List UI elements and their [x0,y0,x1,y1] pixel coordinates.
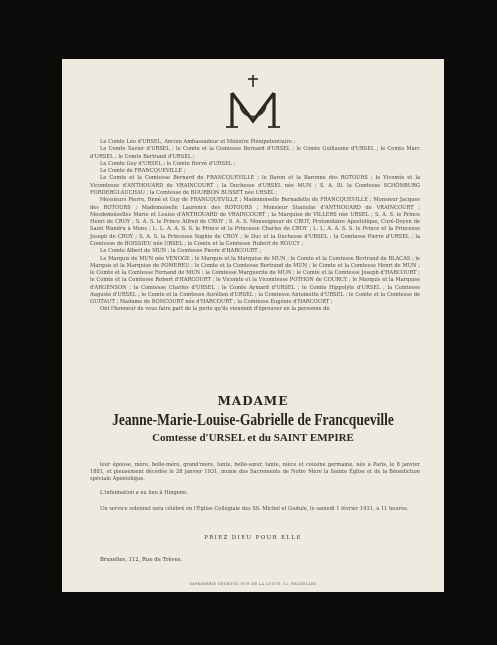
honorific-heading: MADAME [217,394,289,408]
deceased-title: Comtesse d'URSEL et du SAINT EMPIRE [152,432,354,444]
announcement-line: Ont l'honneur de vous faire part de la perte qu'ils viennent d'éprouver en la personne de [100,306,330,313]
family-entry: Le Comte et la Comtesse Bernard de FRANCQUEVILLE ; le Baron et la Baronne des ROTOURS ; le Vicomte et la Vicomtesse d'ANTHOUARD de VRAINCOURT ; la Duchesse d'URSEL née MUN ; S. A. Ill. la Comtesse SCHÖNBURG FORDERGLAUCHAU ; la Comtesse de BOURBON BUSSET née URSEL ; [90,175,420,196]
family-entry: Le Comte Guy d'URSEL ; le Comte Hervé d'URSEL ; [100,160,236,167]
deceased-name: Jeanne-Marie-Louise-Gabrielle de Francqueville [112,410,394,429]
family-entry: Messieurs Pierre, René et Guy de FRANCQUEVILLE ; Mademoiselle Bernadette de FRANCQUEVILLE ; Monsieur Jacques des ROTOURS ; Mademoiselle Laurence des ROTOURS ; Monsieur Stanislas d'ANTHOUARD de VRAINCOURT ; Mesdemoiselles Marie et Louise d'ANTHOUARD de VRAINCOURT ; la Marquise de VILLERS née URSEL ; S. A. S. le Prince Henri de CROY ; S. A. S. le Prince Alfred de CROY ; S. A. S. Monseigneur de CROY, Protonotaire Apostolique, Curé-Doyen de Saint Wandru à Mons ; L. L. A. A. S. S. le Prince et la Princesse Charles de CROY ; L. L. A. A. S. S. le Prince et la Princesse Joseph de CROY ; S. A. S. la Princesse Sophie de CROY ; le Duc et la Duchesse d'URSEL ; la Comtesse Pierre d'URSEL ; la Comtesse de BOISSIEU née URSEL ; le Comte et la Comtesse Hubert de ROUCY ; [90,197,420,247]
relationship-paragraph: leur épouse, mère, belle-mère, grand'mère, tante, belle-sœur, tante, nièce et cousine germaine, née à Paris, le 8 janvier 1881, et pieusement décédée le 28 janvier 1931, munie des Sacrements de Notre Mère la Sainte Église et de la Bénédiction spéciale Apostolique. [90,462,420,482]
family-entry: Le Comte Xavier d'URSEL ; le Comte et la Comtesse Bernard d'URSEL ; le Comte Guillaume d'URSEL ; le Comte Marc d'URSEL ; le Comte Bertrand d'URSEL ; [90,146,420,160]
funeral-notice-card [62,59,444,592]
family-entry: Le Comte Albert de MUN ; la Comtesse Pierre d'HARCOURT ; [100,248,262,255]
address-line: Bruxelles, 112, Rue de Trèves. [100,557,183,563]
burial-text [90,490,420,497]
service-paragraph: Un service solennel sera célébré en l'Église Collégiale des SS. Michel et Gudule, le samedi 1 février 1931, à 11 heures. [100,506,409,512]
family-entry: Le Marquis de MUN née VENOGE ; le Marquis et la Marquise de MUN ; le Comte et la Comtesse Bertrand de BLACAS ; le Marquis et la Marquise de POMEREU ; le Comte et la Comtesse Bertrand de MUN ; le Comte et la Comtesse Henri de MUN ; le Comte et la Comtesse Fernand de MUN ; la Comtesse Marguerite de MUN ; le Comte et la Comtesse Joseph d'HARCOURT ; le Comte et la Comtesse Robert d'HARCOURT ; le Vicomte et la Vicomtesse POTHON de COURCY ; le Marquis et la Marquise d'ARGENSON ; la Comtesse Charles d'URSEL ; le Comte Aymard d'URSEL ; le Comte Hippolyte d'URSEL ; la Comtesse Auguste d'URSEL ; le Comte et la Comtesse Aurélien d'URSEL ; la Comtesse Antoinette d'URSEL ; le Comte et la Comtesse de GUITAUT ; Madame de BONCOURT née d'HARCOURT ; la Comtesse Eugénie d'HARCOURT ; [90,255,420,306]
family-entry: Le Comte de FRANCQUEVILLE ; [100,168,186,175]
service-text [90,506,420,513]
family-list [90,139,420,314]
burial-paragraph: L'inhumation a eu lieu à Hingene. [100,490,188,496]
relationship-text [90,462,420,482]
family-entry: Le Comte Léo d'URSEL, Ancien Ambassadeur et Ministre Plénipotentiaire ; [100,139,296,145]
printer-line: IMPRIMERIE DEVROYE, RUE DE LA LOUVE, 12, BRUXELLES [189,582,317,586]
marian-monogram-icon [222,73,284,137]
prayer-line: PRIEZ DIEU POUR ELLE [204,535,302,541]
